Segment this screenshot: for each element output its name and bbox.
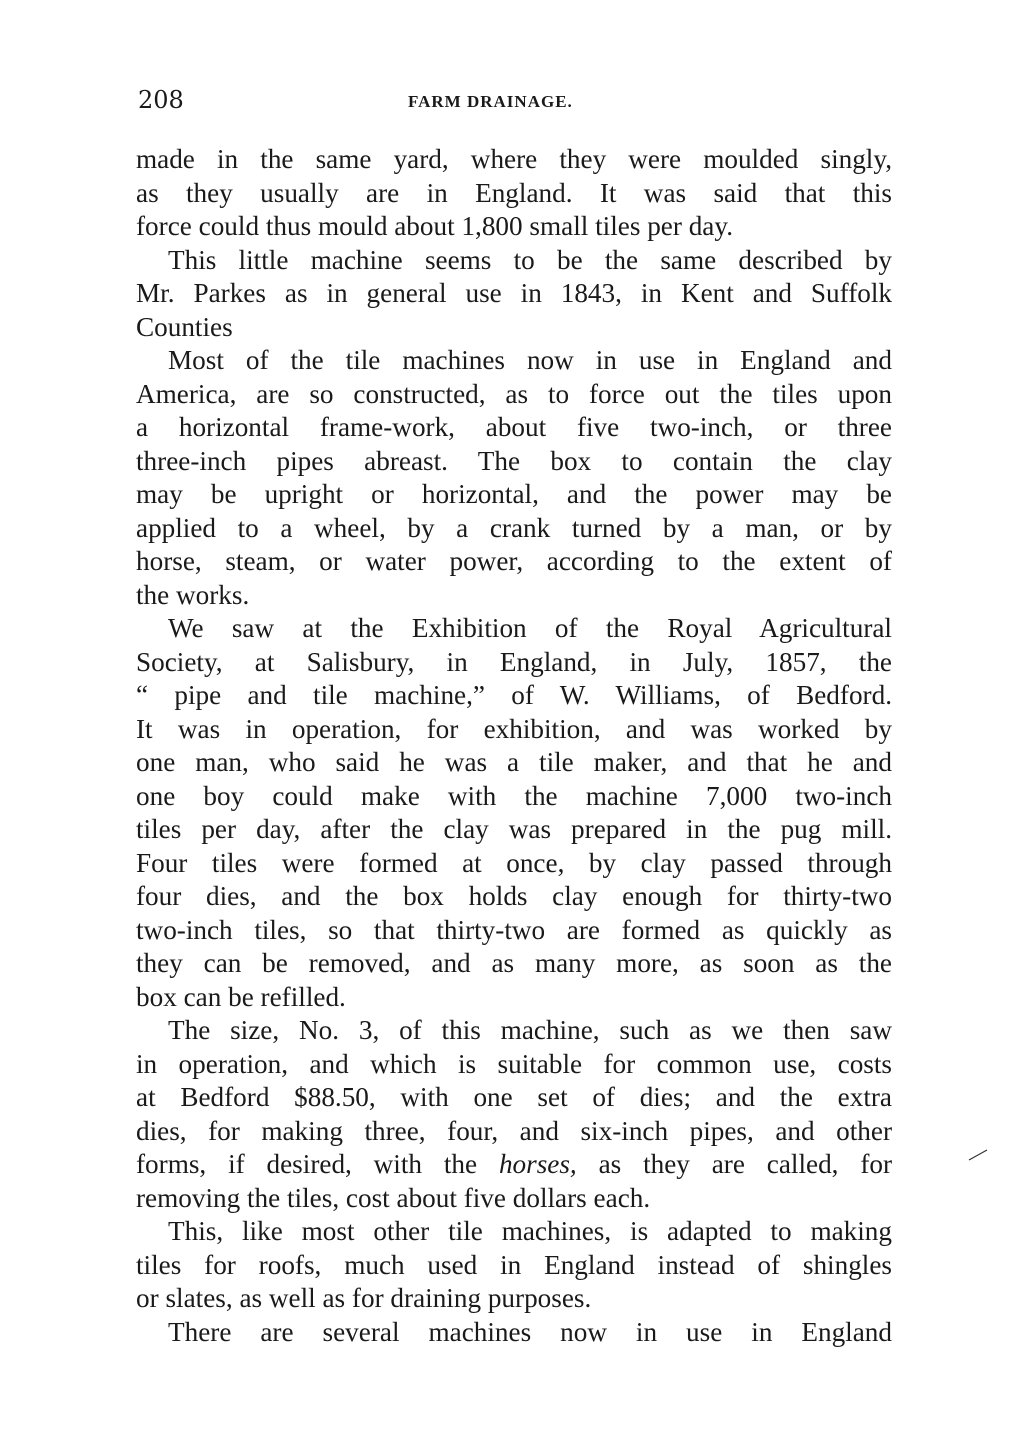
text-line-with-italic — [136, 1148, 892, 1182]
italic-term: horses, — [498, 1149, 577, 1179]
text-line: as they usually are in England. It was said that this — [136, 177, 892, 208]
text-line: two-inch tiles, so that thirty-two are formed as quickly as — [136, 914, 892, 945]
text-line: three-inch pipes abreast. The box to contain the clay — [136, 445, 892, 476]
text-line: may be upright or horizontal, and the power may be — [136, 479, 892, 509]
text-line: at Bedford $88.50, with one set of dies; and the extra — [136, 1082, 892, 1112]
text-line: “ pipe and tile machine,” of W. Williams, of Bedford. — [136, 680, 892, 710]
text-line: Society, at Salisbury, in England, in July, 1857, the — [136, 646, 892, 677]
text-line: This little machine seems to be the same described by — [168, 244, 892, 275]
text-line: one man, who said he was a tile maker, and that he and — [136, 747, 892, 777]
text-line: they can be removed, and as many more, as soon as the — [136, 948, 892, 978]
text-line: This, like most other tile machines, is adapted to making — [168, 1216, 892, 1246]
text-line: We saw at the Exhibition of the Royal Agricultural — [168, 613, 892, 643]
text-line: applied to a wheel, by a crank turned by a man, or by — [136, 512, 892, 543]
text-segment: forms, if desired, with the — [136, 1149, 478, 1179]
text-line: four dies, and the box holds clay enough for thirty-two — [136, 881, 892, 911]
text-line: removing the tiles, cost about five dollars each. — [136, 1182, 651, 1213]
text-line: It was in operation, for exhibition, and was worked by — [136, 713, 892, 744]
page-body — [136, 143, 892, 1349]
text-line: in operation, and which is suitable for common use, costs — [136, 1048, 892, 1079]
text-line: There are several machines now in use in England — [168, 1316, 892, 1347]
text-line: Four tiles were formed at once, by clay passed through — [136, 847, 892, 878]
page-header — [138, 86, 890, 116]
text-line: The size, No. 3, of this machine, such as we then saw — [168, 1015, 892, 1045]
text-line: or slates, as well as for draining purposes. — [136, 1283, 592, 1313]
text-line: one boy could make with the machine 7,000 two-inch — [136, 780, 892, 811]
text-line: Mr. Parkes as in general use in 1843, in Kent and Suffolk — [136, 278, 892, 308]
text-line: tiles per day, after the clay was prepared in the pug mill. — [136, 814, 892, 844]
text-line: America, are so constructed, as to force out the tiles upon — [136, 378, 892, 409]
text-line: force could thus mould about 1,800 small tiles per day. — [136, 211, 733, 241]
text-segment: as they are called, for — [598, 1149, 893, 1179]
text-line: a horizontal frame-work, about five two-inch, or three — [136, 412, 892, 442]
page-number: 208 — [138, 86, 184, 114]
text-line: Most of the tile machines now in use in England and — [168, 345, 892, 375]
pencil-mark-icon — [968, 1148, 988, 1162]
text-line: made in the same yard, where they were moulded singly, — [136, 144, 892, 174]
text-line: tiles for roofs, much used in England instead of shingles — [136, 1249, 892, 1280]
running-title: FARM DRAINAGE. — [408, 92, 573, 111]
text-line: box can be refilled. — [136, 981, 346, 1012]
text-line: the works. — [136, 579, 250, 610]
text-line: dies, for making three, four, and six-inch pipes, and other — [136, 1115, 892, 1146]
text-line: Counties — [136, 311, 233, 342]
text-line: horse, steam, or water power, according to the extent of — [136, 546, 892, 576]
